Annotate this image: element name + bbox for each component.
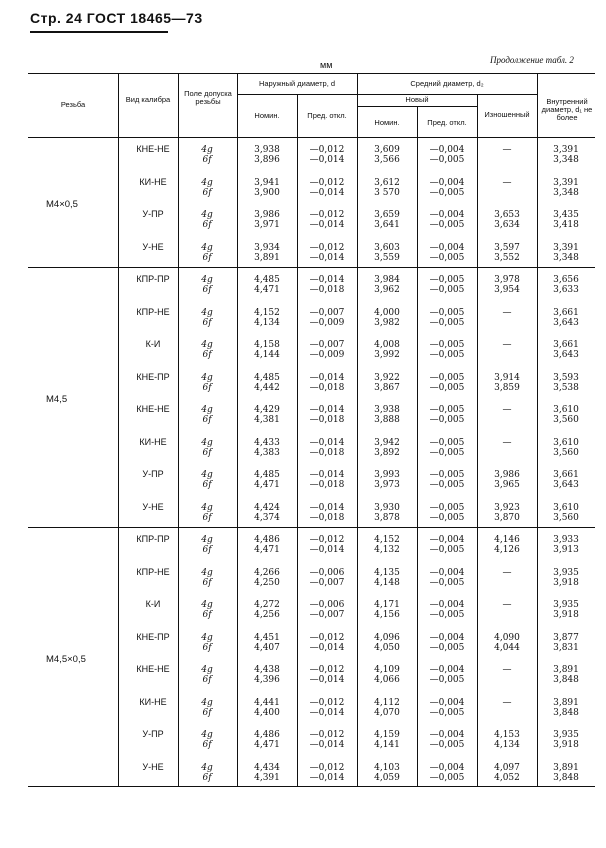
w-cell: — (502, 405, 512, 415)
d-cell: 3,941 3,900 (254, 177, 280, 198)
d2-cell: 4,112 4,070 (374, 697, 400, 718)
d2-cell: 3,612 3 570 (374, 177, 400, 198)
dd-cell: —0,012 —0,014 (309, 242, 345, 263)
header-rule (237, 94, 537, 95)
d2d-cell: —0,005 —0,005 (429, 470, 465, 490)
w-cell: 4,090 4,044 (494, 632, 520, 653)
w-cell: 3,978 3,954 (494, 275, 520, 295)
tolerance-cell: 4g 6f (201, 600, 213, 620)
d-cell: 4,486 4,471 (254, 535, 280, 555)
w-cell: 3,914 3,859 (494, 372, 520, 393)
d2d-cell: —0,005 —0,005 (429, 405, 465, 425)
thread-size-label: М4,5 (46, 394, 68, 405)
dd-cell: —0,014 —0,018 (309, 372, 345, 393)
tolerance-cell: 4g 6f (201, 762, 213, 783)
d1-cell: 3,391 3,348 (553, 145, 579, 165)
tolerance-cell: 4g 6f (201, 730, 213, 750)
tolerance-cell: 4g 6f (201, 665, 213, 685)
dd-cell: —0,012 —0,014 (309, 145, 345, 165)
tolerance-cell: 4g 6f (201, 307, 213, 328)
gauge-type-cell: КНЕ-ПР (136, 371, 170, 382)
continuation-label: Продолжение табл. 2 (490, 55, 574, 65)
dd-cell: —0,012 —0,014 (309, 730, 345, 750)
d2-cell: 3,984 3,962 (374, 275, 400, 295)
group-divider (28, 527, 595, 528)
d2d-cell: —0,005 —0,005 (429, 275, 465, 295)
dd-cell: —0,014 —0,018 (309, 437, 345, 458)
header-gauge-type: Вид калибра (125, 95, 171, 104)
d2d-cell: —0,004 —0,005 (429, 567, 465, 588)
d2d-cell: —0,004 —0,005 (429, 697, 465, 718)
tolerance-cell: 4g 6f (201, 535, 213, 555)
d-cell: 3,934 3,891 (254, 242, 280, 263)
dd-cell: —0,006 —0,007 (309, 567, 345, 588)
d1-cell: 3,610 3,560 (553, 437, 579, 458)
tolerance-cell: 4g 6f (201, 275, 213, 295)
d2d-cell: —0,004 —0,005 (429, 177, 465, 198)
dd-cell: —0,014 —0,018 (309, 470, 345, 490)
dd-cell: —0,014 —0,018 (309, 275, 345, 295)
tolerance-cell: 4g 6f (201, 697, 213, 718)
gauge-type-cell: КНЕ-ПР (136, 631, 170, 642)
d-cell: 4,485 4,471 (254, 470, 280, 490)
header-nominal: Номин. (254, 111, 280, 120)
d2-cell: 4,103 4,059 (374, 762, 400, 783)
header-bottom-rule (28, 137, 595, 138)
header-inner-diameter: Внутренний диаметр, d₁ не более (541, 97, 593, 122)
w-cell: 4,146 4,126 (494, 535, 520, 555)
d-cell: 4,158 4,144 (254, 340, 280, 360)
thread-size-label: М4,5×0,5 (46, 654, 86, 665)
d1-cell: 3,933 3,913 (553, 535, 579, 555)
tolerance-cell: 4g 6f (201, 470, 213, 490)
d2-cell: 4,008 3,992 (374, 340, 400, 360)
d2-cell: 3,922 3,867 (374, 372, 400, 393)
d-cell: 4,152 4,134 (254, 307, 280, 328)
d1-cell: 3,435 3,418 (553, 210, 579, 230)
d1-cell: 3,661 3,643 (553, 470, 579, 490)
gauge-type-cell: У-НЕ (142, 761, 164, 772)
units-label: мм (320, 60, 333, 70)
header-nominal-2: Номин. (374, 118, 400, 127)
tolerance-cell: 4g 6f (201, 242, 213, 263)
gauge-type-cell: К-И (145, 599, 161, 609)
d-cell: 3,938 3,896 (254, 145, 280, 165)
d2-cell: 3,603 3,559 (374, 242, 400, 263)
gauge-type-cell: КНЕ-НЕ (136, 664, 170, 674)
d1-cell: 3,610 3,560 (553, 502, 579, 523)
w-cell: — (502, 697, 512, 708)
gauge-type-cell: У-НЕ (142, 241, 164, 252)
d-cell: 4,486 4,471 (254, 730, 280, 750)
d1-cell: 3,935 3,918 (553, 730, 579, 750)
w-cell: 4,097 4,052 (494, 762, 520, 783)
header-tolerance: Поле допуска резьбы (184, 89, 232, 106)
tolerance-cell: 4g 6f (201, 632, 213, 653)
d-cell: 4,272 4,256 (254, 600, 280, 620)
d2-cell: 4,000 3,982 (374, 307, 400, 328)
header-rule (357, 106, 477, 107)
d1-cell: 3,891 3,848 (553, 665, 579, 685)
d2-cell: 3,659 3,641 (374, 210, 400, 230)
w-cell: — (502, 600, 512, 610)
d2d-cell: —0,005 —0,005 (429, 307, 465, 328)
gauge-type-cell: У-ПР (142, 209, 164, 219)
d2d-cell: —0,005 —0,005 (429, 372, 465, 393)
gauge-type-cell: КПР-ПР (136, 274, 170, 284)
d2d-cell: —0,005 —0,005 (429, 437, 465, 458)
dd-cell: —0,007 —0,009 (309, 307, 345, 328)
d2-cell: 3,930 3,878 (374, 502, 400, 523)
tolerance-cell: 4g 6f (201, 405, 213, 425)
gauge-type-cell: КИ-НЕ (139, 436, 167, 447)
d2d-cell: —0,004 —0,005 (429, 210, 465, 230)
d1-cell: 3,661 3,643 (553, 307, 579, 328)
d2-cell: 4,109 4,066 (374, 665, 400, 685)
d1-cell: 3,891 3,848 (553, 697, 579, 718)
dd-cell: —0,012 —0,014 (309, 535, 345, 555)
page-header: Стр. 24 ГОСТ 18465—73 (30, 10, 203, 26)
d1-cell: 3,391 3,348 (553, 242, 579, 263)
w-cell: 3,923 3,870 (494, 502, 520, 523)
d2d-cell: —0,004 —0,005 (429, 762, 465, 783)
thread-size-label: М4×0,5 (46, 199, 78, 210)
d2-cell: 4,135 4,148 (374, 567, 400, 588)
w-cell: — (502, 665, 512, 675)
d2-cell: 3,993 3,973 (374, 470, 400, 490)
gauge-type-cell: У-ПР (142, 729, 164, 739)
d-cell: 4,429 4,381 (254, 405, 280, 425)
header-pitch-diameter: Средний диаметр, d₂ (410, 79, 484, 88)
header-deviation-2: Пред. откл. (427, 118, 467, 127)
header-thread: Резьба (60, 100, 86, 109)
dd-cell: —0,012 —0,014 (309, 697, 345, 718)
dd-cell: —0,012 —0,014 (309, 177, 345, 198)
w-cell: — (502, 437, 512, 448)
d1-cell: 3,593 3,538 (553, 372, 579, 393)
d2-cell: 3,942 3,892 (374, 437, 400, 458)
tolerance-cell: 4g 6f (201, 210, 213, 230)
d-cell: 4,433 4,383 (254, 437, 280, 458)
w-cell: 3,653 3,634 (494, 210, 520, 230)
d2-cell: 4,096 4,050 (374, 632, 400, 653)
d1-cell: 3,661 3,643 (553, 340, 579, 360)
header-deviation: Пред. откл. (307, 111, 347, 120)
d2d-cell: —0,004 —0,005 (429, 242, 465, 263)
d2d-cell: —0,004 —0,005 (429, 535, 465, 555)
d-cell: 4,424 4,374 (254, 502, 280, 523)
d1-cell: 3,935 3,918 (553, 600, 579, 620)
d1-cell: 3,610 3,560 (553, 405, 579, 425)
tolerance-cell: 4g 6f (201, 437, 213, 458)
d-cell: 4,441 4,400 (254, 697, 280, 718)
d2-cell: 3,938 3,888 (374, 405, 400, 425)
tolerance-cell: 4g 6f (201, 145, 213, 165)
w-cell: — (502, 307, 512, 318)
data-table (28, 73, 595, 787)
gauge-type-cell: У-ПР (142, 469, 164, 479)
d-cell: 4,438 4,396 (254, 665, 280, 685)
gauge-type-cell: К-И (145, 339, 161, 349)
gauge-type-cell: КНЕ-НЕ (136, 144, 170, 154)
d-cell: 4,434 4,391 (254, 762, 280, 783)
d-cell: 4,451 4,407 (254, 632, 280, 653)
w-cell: 3,597 3,552 (494, 242, 520, 263)
gauge-type-cell: КПР-НЕ (136, 566, 170, 577)
header-outer-diameter: Наружный диаметр, d (258, 79, 336, 88)
d2d-cell: —0,005 —0,005 (429, 502, 465, 523)
w-cell: — (502, 177, 512, 188)
d1-cell: 3,891 3,848 (553, 762, 579, 783)
w-cell: 4,153 4,134 (494, 730, 520, 750)
d2d-cell: —0,004 —0,005 (429, 145, 465, 165)
d1-cell: 3,391 3,348 (553, 177, 579, 198)
tolerance-cell: 4g 6f (201, 340, 213, 360)
d2-cell: 4,171 4,156 (374, 600, 400, 620)
dd-cell: —0,006 —0,007 (309, 600, 345, 620)
d1-cell: 3,877 3,831 (553, 632, 579, 653)
gauge-type-cell: КПР-ПР (136, 534, 170, 544)
header-new: Новый (405, 95, 429, 104)
tolerance-cell: 4g 6f (201, 502, 213, 523)
d1-cell: 3,935 3,918 (553, 567, 579, 588)
gauge-type-cell: КНЕ-НЕ (136, 404, 170, 414)
w-cell: — (502, 340, 512, 350)
d2d-cell: —0,004 —0,005 (429, 600, 465, 620)
gauge-type-cell: КПР-НЕ (136, 306, 170, 317)
tolerance-cell: 4g 6f (201, 372, 213, 393)
tolerance-cell: 4g 6f (201, 177, 213, 198)
w-cell: — (502, 145, 512, 155)
d2-cell: 3,609 3,566 (374, 145, 400, 165)
dd-cell: —0,012 —0,014 (309, 210, 345, 230)
header-worn: Изношенный (484, 110, 530, 119)
group-divider (28, 267, 595, 268)
gauge-type-cell: У-НЕ (142, 501, 164, 512)
d-cell: 4,485 4,442 (254, 372, 280, 393)
dd-cell: —0,012 —0,014 (309, 632, 345, 653)
d-cell: 3,986 3,971 (254, 210, 280, 230)
d-cell: 4,485 4,471 (254, 275, 280, 295)
d2-cell: 4,159 4,141 (374, 730, 400, 750)
d-cell: 4,266 4,250 (254, 567, 280, 588)
gauge-type-cell: КИ-НЕ (139, 176, 167, 187)
d2-cell: 4,152 4,132 (374, 535, 400, 555)
d2d-cell: —0,004 —0,005 (429, 632, 465, 653)
w-cell: 3,986 3,965 (494, 470, 520, 490)
dd-cell: —0,007 —0,009 (309, 340, 345, 360)
d2d-cell: —0,004 —0,005 (429, 730, 465, 750)
d2d-cell: —0,004 —0,005 (429, 665, 465, 685)
dd-cell: —0,014 —0,018 (309, 405, 345, 425)
gauge-type-cell: КИ-НЕ (139, 696, 167, 707)
header-underline (30, 31, 168, 33)
d1-cell: 3,656 3,633 (553, 275, 579, 295)
dd-cell: —0,012 —0,014 (309, 762, 345, 783)
d2d-cell: —0,005 —0,005 (429, 340, 465, 360)
dd-cell: —0,014 —0,018 (309, 502, 345, 523)
w-cell: — (502, 567, 512, 578)
dd-cell: —0,012 —0,014 (309, 665, 345, 685)
tolerance-cell: 4g 6f (201, 567, 213, 588)
